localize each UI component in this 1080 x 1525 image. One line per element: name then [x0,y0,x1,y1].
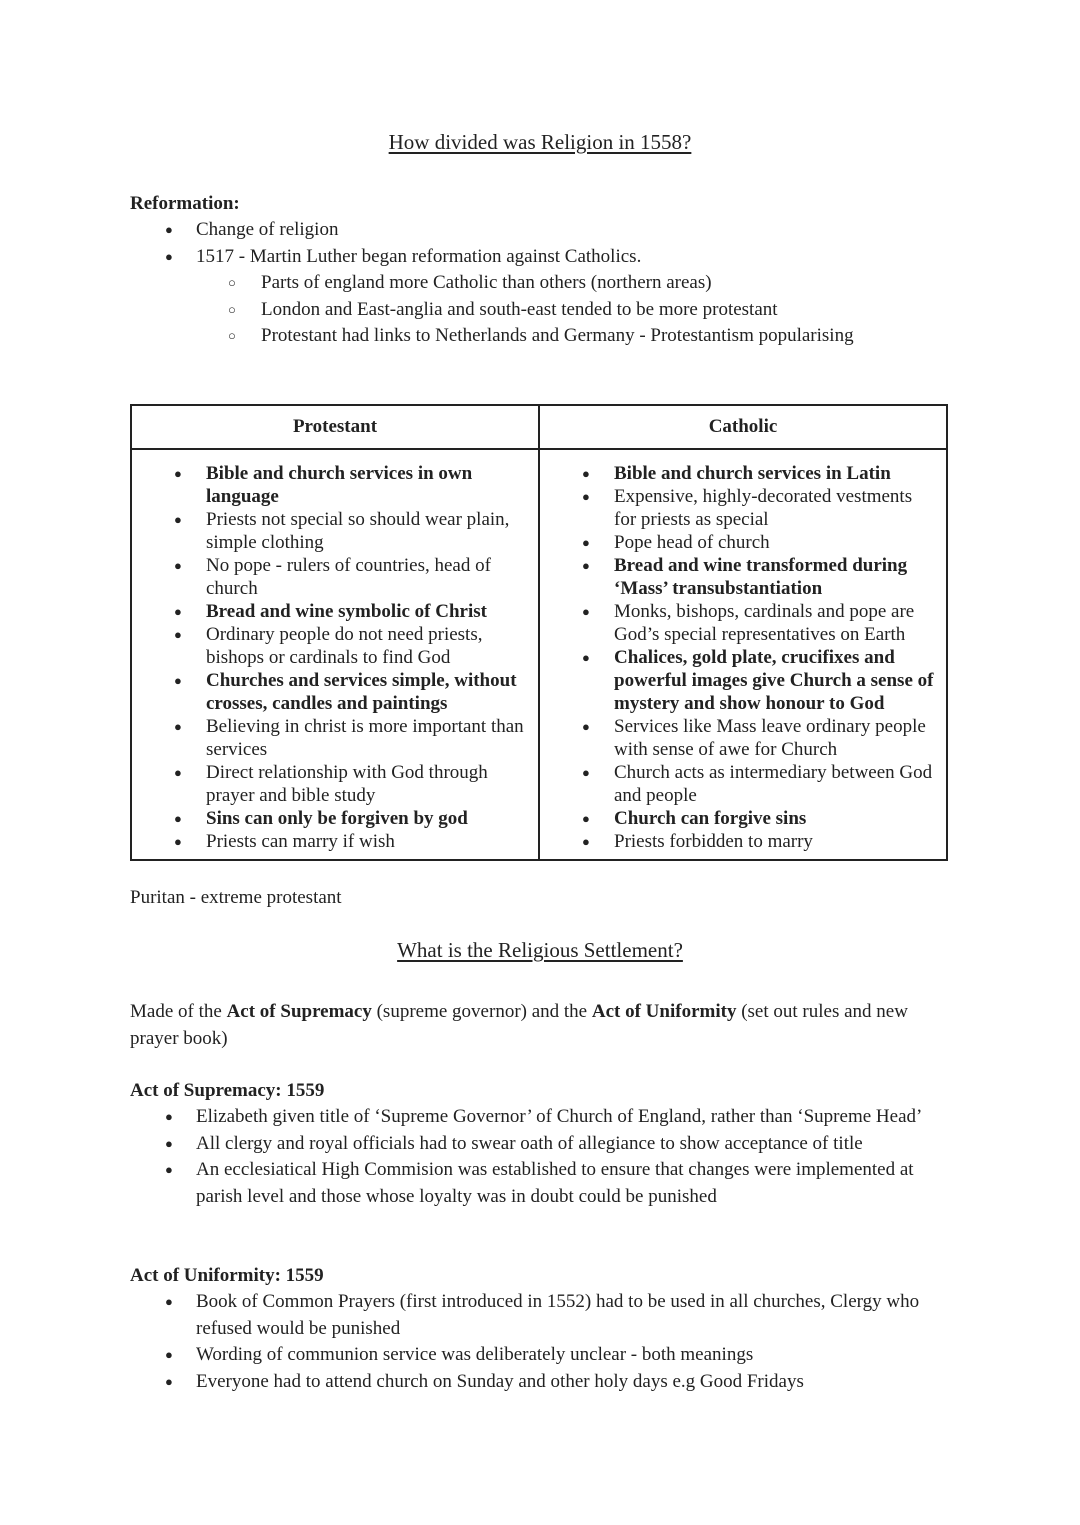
list-item: ● Churches and services simple, without crosses, candles and paintings [132,669,538,715]
list-item: ● Priests can marry if wish [132,830,538,853]
uniformity-list [130,1289,960,1395]
list-item: ● Church acts as intermediary between God and people [540,761,946,807]
catholic-header: Catholic [539,405,947,449]
list-item: ● Priests not special so should wear plain, simple clothing [132,508,538,554]
reformation-sublist [130,270,960,350]
catholic-cell [539,449,947,860]
list-item: ● Chalices, gold plate, crucifixes and powerful images give Church a sense of mystery and show honour to God [540,646,946,715]
list-item: ● No pope - rulers of countries, head of church [132,554,538,600]
list-item: ● Services like Mass leave ordinary people with sense of awe for Church [540,715,946,761]
page-title: How divided was Religion in 1558? [388,130,692,154]
list-item: ● Bread and wine transformed during ‘Mass’ transubstantiation [540,554,946,600]
list-item: ● Bible and church services in Latin [540,462,946,485]
list-item: ● Believing in christ is more important than services [132,715,538,761]
supremacy-list [130,1104,960,1210]
comparison-table [130,404,948,861]
list-item: ● Monks, bishops, cardinals and pope are God’s special representatives on Earth [540,600,946,646]
list-item: ● Expensive, highly-decorated vestments for priests as special [540,485,946,531]
list-item: ● Pope head of church [540,531,946,554]
list-item: ○ London and East-anglia and south-east tended to be more protestant [130,297,960,324]
puritan-note: Puritan - extreme protestant [130,887,342,908]
supremacy-heading: Act of Supremacy: 1559 [130,1080,325,1101]
protestant-header: Protestant [131,405,539,449]
list-item: ● All clergy and royal officials had to swear oath of allegiance to show acceptance of title [130,1131,960,1158]
list-item: ● Sins can only be forgiven by god [132,807,538,830]
list-item: ○ Protestant had links to Netherlands and Germany - Protestantism popularising [130,323,960,350]
list-item: ● Change of religion [130,217,960,244]
reformation-list [130,217,960,270]
reformation-heading: Reformation: [130,193,240,214]
list-item: ● Book of Common Prayers (first introduced in 1552) had to be used in all churches, Clergy who refused would be punished [130,1289,960,1342]
list-item: ● An ecclesiatical High Commision was established to ensure that changes were implemented at parish level and those whose loyalty was in doubt could be punished [130,1157,960,1210]
list-item: ● Ordinary people do not need priests, bishops or cardinals to find God [132,623,538,669]
uniformity-heading: Act of Uniformity: 1559 [130,1265,324,1286]
list-item: ● Wording of communion service was deliberately unclear - both meanings [130,1342,960,1369]
list-item: ● Direct relationship with God through prayer and bible study [132,761,538,807]
settlement-paragraph: Made of the Act of Supremacy (supreme governor) and the Act of Uniformity (set out rules and new prayer book) [130,1001,908,1049]
list-item: ● Church can forgive sins [540,807,946,830]
list-item: ● Everyone had to attend church on Sunday and other holy days e.g Good Fridays [130,1369,960,1396]
section-title: What is the Religious Settlement? [397,938,683,962]
list-item: ● Priests forbidden to marry [540,830,946,853]
list-item: ● 1517 - Martin Luther began reformation against Catholics. [130,244,960,271]
list-item: ● Bible and church services in own language [132,462,538,508]
list-item: ● Elizabeth given title of ‘Supreme Governor’ of Church of England, rather than ‘Supreme Head’ [130,1104,960,1131]
list-item: ● Bread and wine symbolic of Christ [132,600,538,623]
list-item: ○ Parts of england more Catholic than others (northern areas) [130,270,960,297]
protestant-cell [131,449,539,860]
